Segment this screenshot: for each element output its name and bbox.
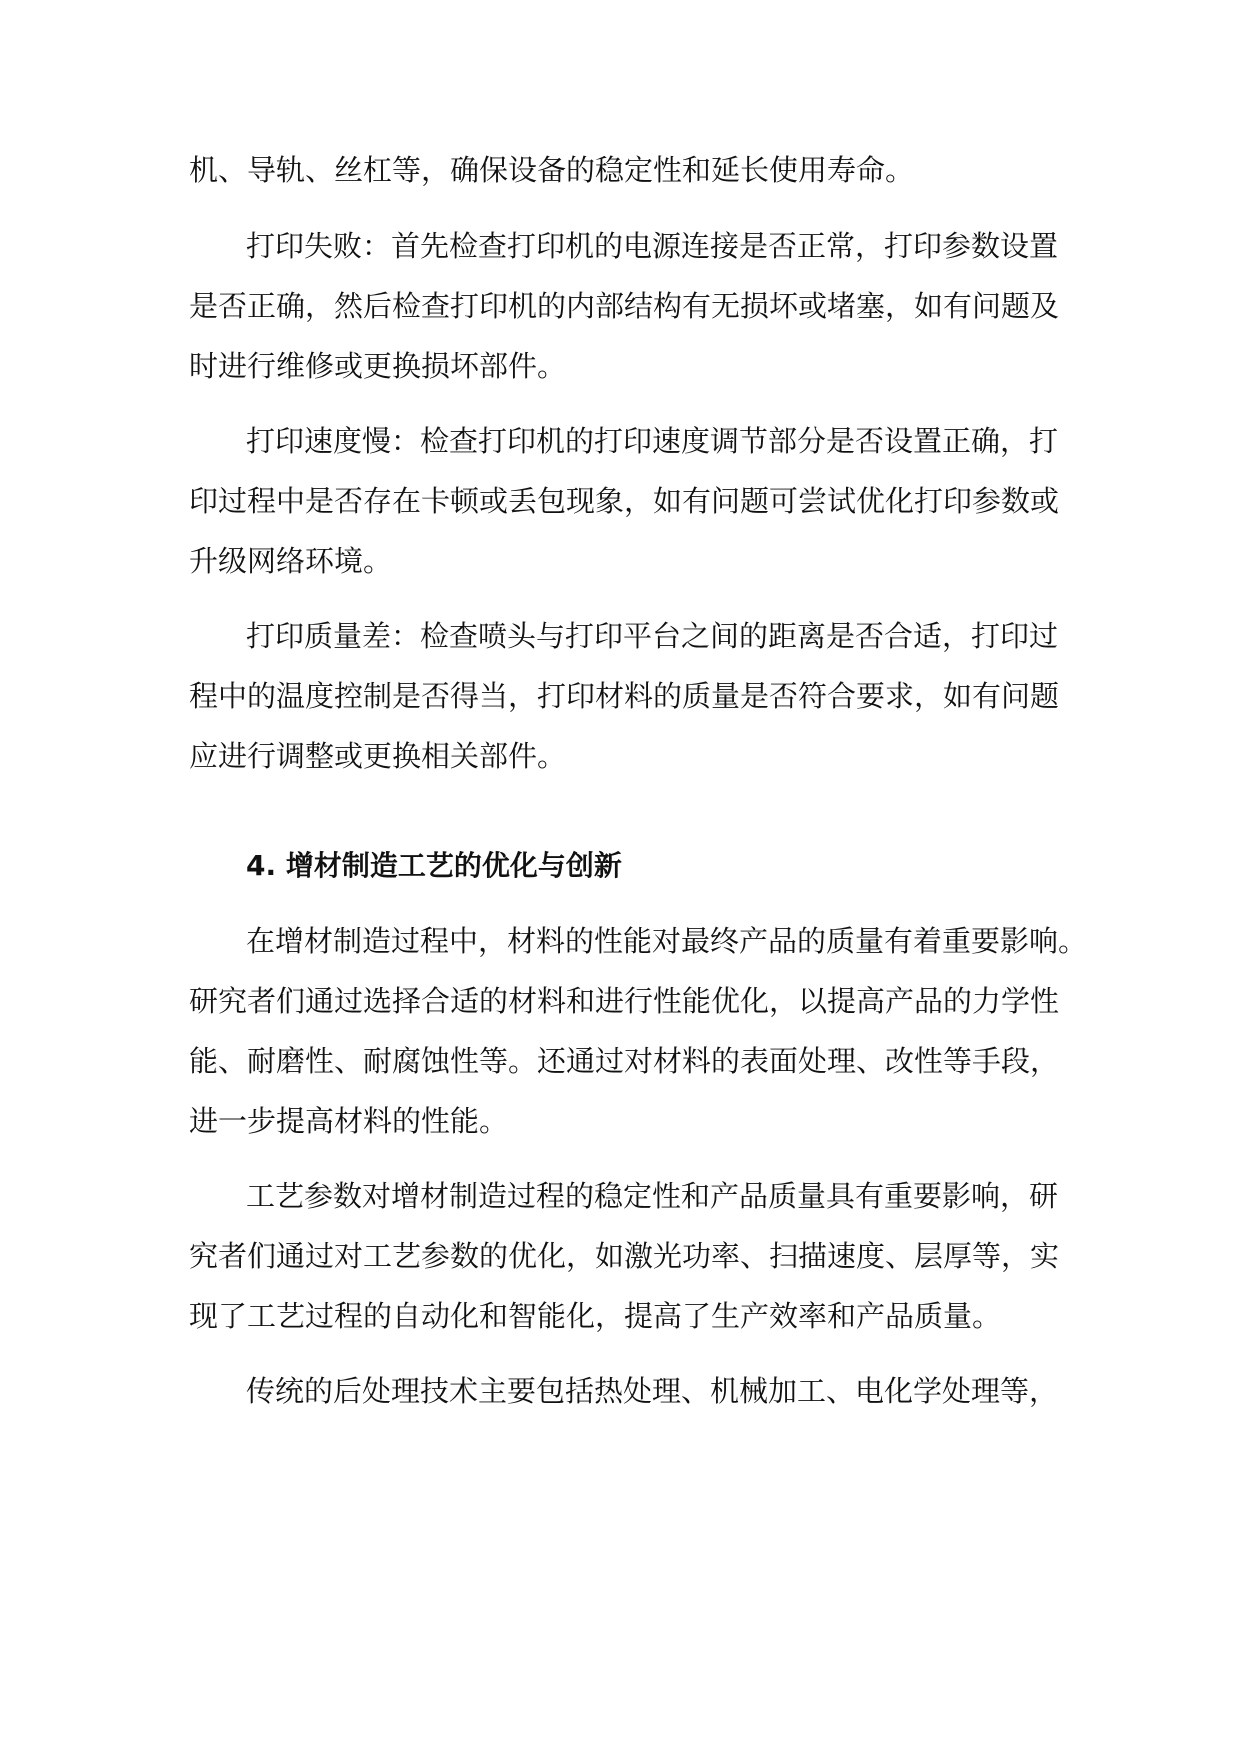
text-line-15: 工艺参数对增材制造过程的稳定性和产品质量具有重要影响，研 [246,1179,1059,1213]
text-line-18: 传统的后处理技术主要包括热处理、机械加工、电化学处理等， [246,1374,1059,1408]
section-heading: 4. 增材制造工艺的优化与创新 [246,849,622,882]
text-line-11: 在增材制造过程中，材料的性能对最终产品的质量有着重要影响。 [246,924,1088,958]
text-line-12: 研究者们通过选择合适的材料和进行性能优化，以提高产品的力学性 [189,984,1060,1018]
text-line-9: 程中的温度控制是否得当，打印材料的质量是否符合要求，如有问题 [189,679,1060,713]
text-line-3: 是否正确，然后检查打印机的内部结构有无损坏或堵塞，如有问题及 [189,289,1060,323]
text-line-16: 究者们通过对工艺参数的优化，如激光功率、扫描速度、层厚等，实 [189,1239,1060,1273]
text-line-14: 进一步提高材料的性能。 [189,1104,509,1138]
text-line-6: 印过程中是否存在卡顿或丢包现象，如有问题可尝试优化打印参数或 [189,484,1060,518]
text-line-7: 升级网络环境。 [189,544,393,578]
text-line-17: 现了工艺过程的自动化和智能化，提高了生产效率和产品质量。 [189,1299,1002,1333]
text-line-2: 打印失败：首先检查打印机的电源连接是否正常，打印参数设置 [246,229,1059,263]
text-line-8: 打印质量差：检查喷头与打印平台之间的距离是否合适，打印过 [246,619,1059,653]
text-line-13: 能、耐磨性、耐腐蚀性等。还通过对材料的表面处理、改性等手段， [189,1044,1060,1078]
text-line-4: 时进行维修或更换损坏部件。 [189,349,567,383]
text-line-1: 机、导轨、丝杠等，确保设备的稳定性和延长使用寿命。 [189,153,915,187]
text-line-5: 打印速度慢：检查打印机的打印速度调节部分是否设置正确，打 [246,424,1059,458]
text-line-10: 应进行调整或更换相关部件。 [189,739,567,773]
